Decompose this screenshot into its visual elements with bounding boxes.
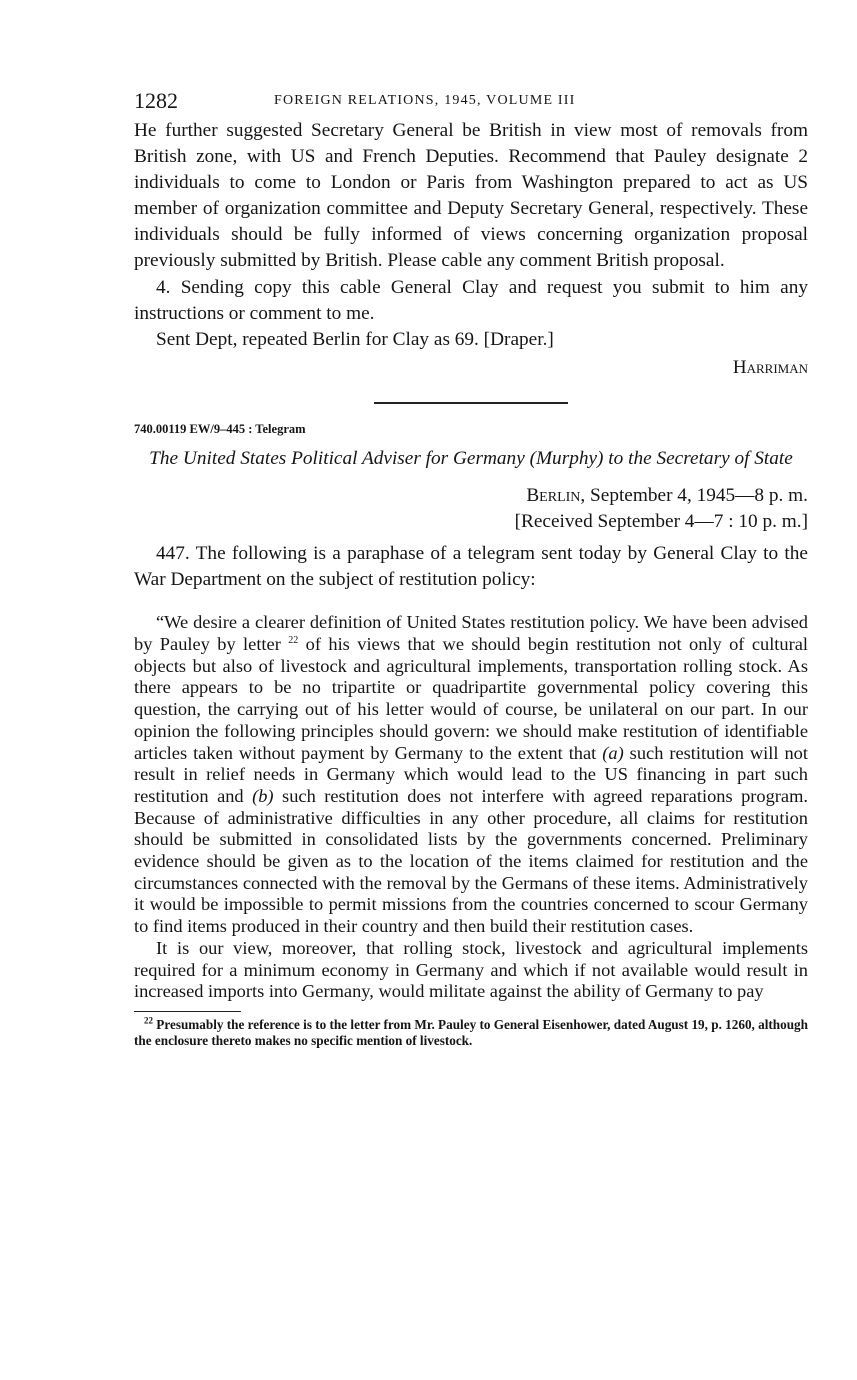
- continued-text: [134, 118, 808, 353]
- quote-text: such restitution does not interfere with agreed reparations program. Because of administrative difficulties in any other procedure, all claims for restitution should be submitted in consolidated lists by the governments concerned. Preliminary evidence should be given as to the location of the items claimed for restitution and the circumstances connected with the removal by the Germans of these items. Administratively it would be impossible to permit missions from the countries concerned to scour Germany to find items produced in their country and then build their restitution cases.: [134, 785, 809, 937]
- quote-text: “We desire a clearer definition of United States restitution policy. We have been advised by Pauley by letter: [134, 612, 808, 655]
- dateline-place: Berlin: [526, 484, 581, 506]
- received-line: [Received September 4—7 : 10 p. m.]: [514, 510, 808, 532]
- footnote-divider: [134, 1011, 241, 1012]
- footnote-mark: 22: [144, 1015, 153, 1026]
- signature: Harriman: [732, 356, 808, 378]
- dateline-date: , September 4, 1945—8 p. m.: [580, 484, 808, 506]
- paragraph: Sent Dept, repeated Berlin for Clay as 69. [Draper.]: [156, 328, 554, 350]
- list-marker: (a): [602, 742, 624, 763]
- page-header: [134, 88, 808, 118]
- footnote-text: Presumably the reference is to the letter from Mr. Pauley to General Eisenhower, dated August 19, p. 1260, although the enclosure thereto makes no specific mention of livestock.: [134, 1016, 808, 1049]
- quote-paragraph: It is our view, moreover, that rolling stock, livestock and agricultural implements required for a minimum economy in Germany and which if not available would result in increased imports into Germany, would militate against the ability of Germany to pay: [134, 937, 808, 1002]
- footnote-reference: 22: [288, 634, 299, 646]
- running-title: FOREIGN RELATIONS, 1945, VOLUME III: [274, 93, 576, 108]
- paragraph: He further suggested Secretary General be British in view most of removals from British zone, with US and French Deputies. Recommend that Pauley designate 2 individuals to come to London or Paris from Washington prepared to act as US member of organization committee and Deputy Secretary General, respectively. These individuals should be fully informed of views concerning organization proposal previously submitted by British. Please cable any comment British proposal.: [134, 120, 808, 272]
- dateline: [134, 483, 808, 535]
- page-number: 1282: [134, 88, 178, 113]
- document-title: The United States Political Adviser for Germany (Murphy) to the Secretary of State: [149, 447, 793, 469]
- footnote: [134, 1017, 808, 1050]
- quote-text: such restitution will not result in relief needs in Germany which would lead to the US financing in part such restitution and: [134, 742, 808, 806]
- quoted-telegram: [134, 612, 808, 1003]
- list-marker: (b): [252, 785, 274, 806]
- quote-text: of his views that we should begin restitution not only of cultural objects but also of livestock and agricultural implements, transportation rolling stock. As there appears to be no tripartite or quadripartite governmental policy covering this question, the carrying out of his letter would of course, be unilateral on our part. In our opinion the following principles should govern: we should make restitution of identifiable articles taken without payment by Germany to the extent that: [134, 634, 808, 763]
- file-number: 740.00119 EW/9–445 : Telegram: [134, 421, 306, 436]
- intro-paragraph: 447. The following is a paraphase of a telegram sent today by General Clay to the War Department on the subject of restitution policy:: [134, 542, 808, 590]
- paragraph: 4. Sending copy this cable General Clay and request you submit to him any instructions or comment to me.: [134, 276, 808, 324]
- quote-paragraph: [134, 612, 808, 938]
- document-page: [134, 88, 808, 1050]
- section-divider: [374, 402, 568, 404]
